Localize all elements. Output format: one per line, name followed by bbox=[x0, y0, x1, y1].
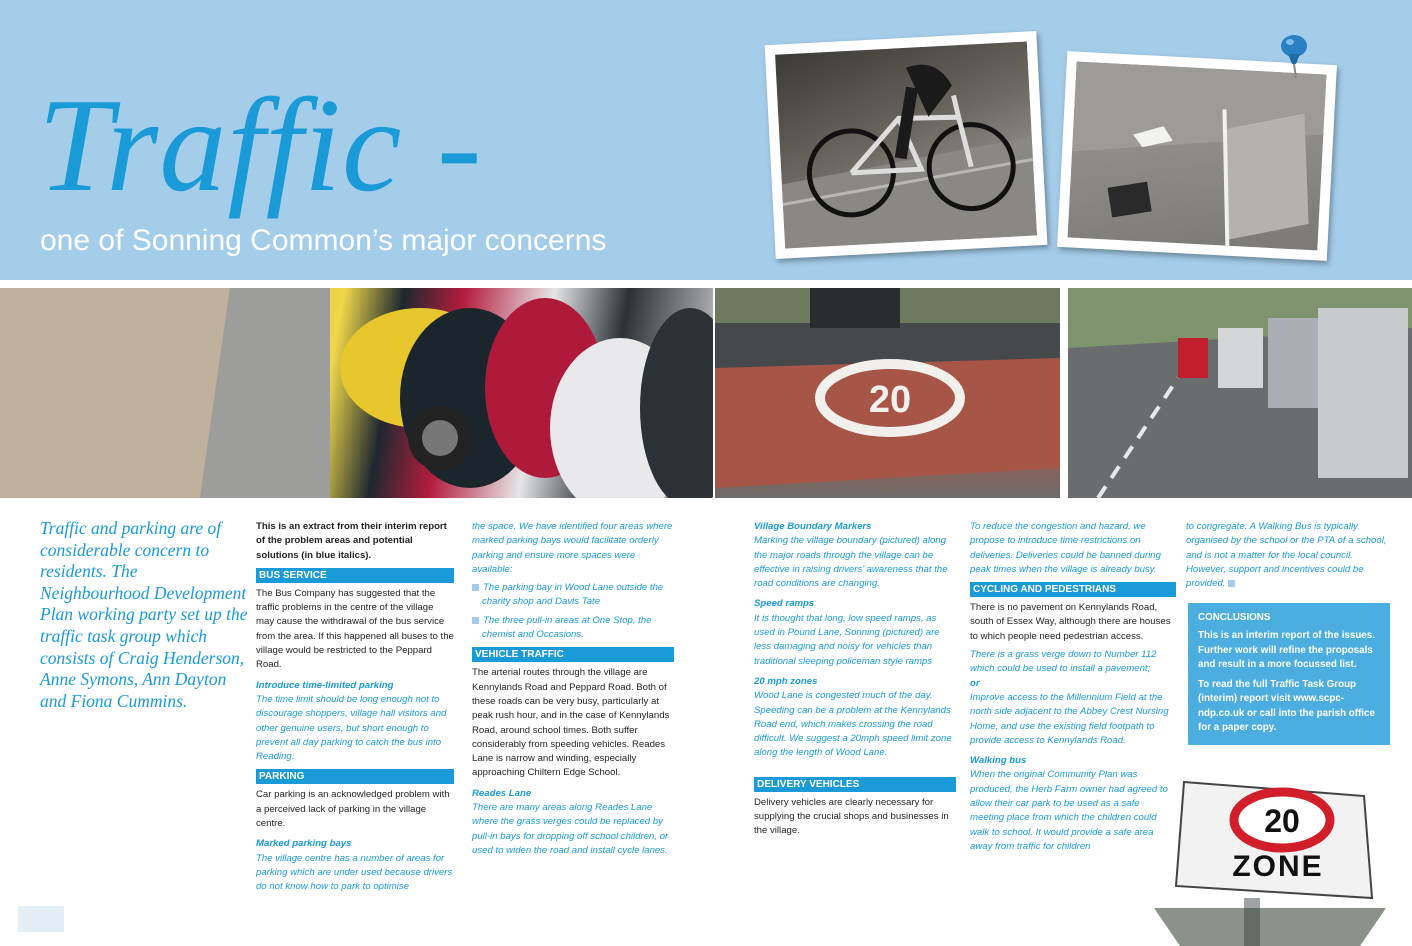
page-corner-mark bbox=[18, 906, 64, 932]
time-limited-parking-text: The time limit should be long enough not to discourage shoppers, village hall visitors and other genuine users, but short enough to prevent all day parking to catch the bus into Reading. bbox=[256, 693, 447, 763]
time-limited-parking-heading: Introduce time-limited parking bbox=[256, 679, 394, 691]
20-zone-sign-photo bbox=[1150, 778, 1390, 946]
bus-service-text: The Bus Company has suggested that the traffic problems in the centre of the village may cause the withdrawal of the bus service from the area. If this happened all buses to the village would be restricted to the Peppard Road. bbox=[256, 587, 454, 671]
column-3 bbox=[754, 520, 956, 839]
walking-bus-text: When the original Community Plan was produced, the Herb Farm owner had agreed to allow their car park to be used as a safe meeting place from which the children could walk to school. It would provide a safe area away from traffic for children bbox=[970, 769, 1168, 852]
bullet-square-icon bbox=[472, 584, 479, 591]
speed-ramps-text: It is thought that long, low speed ramps, as used in Pound Lane, Sonning (pictured) are less damaging and noisy for vehicles than traditional sleeping policeman style ramps bbox=[754, 612, 940, 667]
conclusions-text-1: This is an interim report of the issues. Further work will refine the proposals and result in a more focussed list. bbox=[1198, 630, 1375, 670]
page-subtitle: one of Sonning Common’s major concerns bbox=[40, 224, 607, 257]
delivery-vehicles-text: Delivery vehicles are clearly necessary for supplying the crucial shops and businesses in the village. bbox=[754, 796, 949, 837]
cyclist-photo bbox=[765, 31, 1048, 259]
delivery-vehicles-heading: DELIVERY VEHICLES bbox=[754, 777, 956, 792]
sign-number: 20 bbox=[1264, 803, 1300, 839]
traffic-queue-photo bbox=[1068, 288, 1412, 498]
marked-parking-bays-heading: Marked parking bays bbox=[256, 838, 352, 850]
lead-paragraph: This is an extract from their interim report of the problem areas and potential solutions (in blue italics). bbox=[256, 521, 447, 561]
road-marking-text: 20 bbox=[868, 379, 912, 421]
end-square-icon bbox=[1228, 580, 1235, 587]
bullet-item bbox=[472, 581, 674, 610]
parking-bays-continued: the space. We have identified four areas where marked parking bays would facilitate orderly parking and ensure more spaces were available: bbox=[472, 521, 673, 575]
road-marking-illustration bbox=[715, 288, 1060, 498]
cycling-pedestrians-text: There is no pavement on Kennylands Road, south of Essex Way, although there are houses to which people need pedestrian access. bbox=[970, 602, 1171, 642]
boundary-markers-text: Marking the village boundary (pictured) along the major roads through the village can be effective in raising drivers’ awareness that the road conditions are changing. bbox=[754, 535, 948, 590]
bullet-square-icon bbox=[472, 617, 479, 624]
cyclist-illustration bbox=[775, 42, 1037, 249]
bus-service-heading: BUS SERVICE bbox=[256, 568, 454, 583]
page-title: Traffic - bbox=[38, 71, 483, 219]
marked-parking-bays-text: The village centre has a number of areas for parking which are under used because drivers do not know how to park to optimise bbox=[256, 852, 453, 893]
pushpin-icon bbox=[1276, 32, 1312, 78]
speed-ramps-heading: Speed ramps bbox=[754, 598, 815, 610]
cycling-pedestrians-heading: CYCLING AND PEDESTRIANS bbox=[970, 582, 1176, 597]
conclusions-box bbox=[1188, 603, 1390, 745]
bullet-item bbox=[472, 614, 674, 643]
parked-cars-illustration bbox=[0, 288, 713, 498]
boundary-markers-heading: Village Boundary Markers bbox=[754, 521, 872, 532]
reades-lane-heading: Reades Lane bbox=[472, 787, 532, 799]
conclusions-heading: CONCLUSIONS bbox=[1198, 612, 1271, 623]
walking-bus-continued bbox=[1186, 520, 1392, 591]
conclusions-text-2: To read the full Traffic Task Group (interim) report visit www.scpc-ndp.co.uk or call into the parish office for a paper copy. bbox=[1198, 679, 1375, 734]
bullet-text: The parking bay in Wood Lane outside the charity shop and Davis Tate bbox=[482, 582, 664, 608]
millennium-field-text: Improve access to the Millennium Field at the north side adjacent to the Abbey Crest Nursing Home, and use the existing field footpath to provide access to Kennylands Road. bbox=[970, 691, 1169, 746]
intro-quote: Traffic and parking are of considerable concern to residents. The Neighbourhood Development Plan working party set up the traffic task group which consists of Craig Henderson, Anne Symons, Ann Dayton and Fiona Cummins. bbox=[40, 518, 248, 711]
20mph-zones-heading: 20 mph zones bbox=[754, 675, 818, 687]
road-markings-photo bbox=[1057, 51, 1337, 261]
vehicle-traffic-heading: VEHICLE TRAFFIC bbox=[472, 647, 674, 662]
20mph-zones-text: Wood Lane is congested much of the day. Speeding can be a problem at the Kennylands Road end, which makes crossing the road difficult. We suggest a 20mph speed limit zone along the length of Wood Lane. bbox=[754, 690, 952, 759]
grass-verge-text: There is a grass verge down to Number 112 which could be used to install a pavement; bbox=[970, 649, 1157, 675]
column-5 bbox=[1186, 520, 1392, 591]
walking-bus-heading: Walking bus bbox=[970, 755, 1027, 767]
reades-lane-text: There are many areas along Reades Lane where the grass verges could be replaced by pull-in bays for dropping off school children, or used to widen the road and install cycle lanes. bbox=[472, 802, 669, 856]
20-road-marking-photo bbox=[715, 288, 1060, 498]
traffic-queue-illustration bbox=[1068, 288, 1412, 498]
parking-heading: PARKING bbox=[256, 769, 454, 784]
delivery-restrictions-text: To reduce the congestion and hazard, we propose to introduce time restrictions on deliveries. Deliveries could be banned during peak times when the village is already busy. bbox=[970, 521, 1161, 575]
column-2 bbox=[472, 520, 674, 858]
walking-bus-continued-text: to congregate. A Walking Bus is typically organised by the school or the PTA of a school, and is not a matter for the local council. However, support and incentives could be provided. bbox=[1186, 521, 1387, 590]
vehicle-traffic-text: The arterial routes through the village are Kennylands Road and Peppard Road. Both of these roads can be very busy, particularly at peak rush hour, and in the case of Kennylands Road, around school times. Both suffer considerably from speeding vehicles. Reades Lane is narrow and winding, especially approaching Chiltern Edge School. bbox=[472, 667, 670, 779]
or-text: or bbox=[970, 677, 980, 689]
column-4 bbox=[970, 520, 1176, 854]
road-illustration bbox=[1068, 62, 1327, 251]
parking-text: Car parking is an acknowledged problem with a perceived lack of parking in the village centre. bbox=[256, 789, 450, 830]
photo-strip bbox=[0, 288, 1412, 498]
column-1 bbox=[256, 520, 454, 895]
parked-cars-photo bbox=[0, 288, 713, 498]
bullet-text: The three pull-in areas at One Stop, the chemist and Occasions. bbox=[482, 614, 652, 641]
sign-word: ZONE bbox=[1232, 850, 1324, 883]
